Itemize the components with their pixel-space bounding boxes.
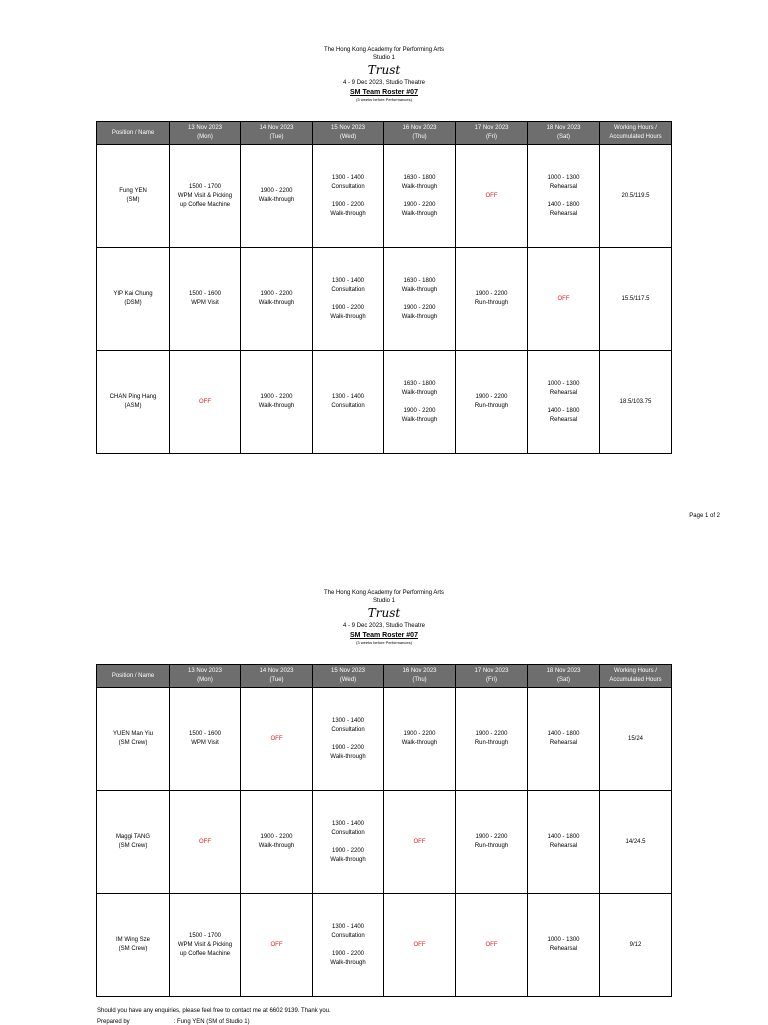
hours-cell [600,351,672,454]
schedule-cell [241,248,313,351]
staff-position: (SM Crew) [118,740,148,746]
column-header-line: Working Hours / [614,668,657,674]
dates-venue: 4 - 9 Dec 2023, Studio Theatre [343,80,425,86]
column-header-line: (Thu) [412,677,427,683]
table-row [97,894,672,997]
activity-label: Run-through [474,300,509,306]
activity-label: Consultation [331,726,365,733]
time-slot: 1300 - 1400 [331,394,365,400]
column-header-line: 15 Nov 2023 [330,668,366,674]
column-header [528,122,600,145]
column-header [241,122,313,145]
table-header-row [97,122,672,145]
roster-note: (3 weeks before Performances) [356,640,412,645]
schedule-cell [456,248,528,351]
column-header-line: 13 Nov 2023 [187,668,223,674]
schedule-cell [170,894,241,997]
staff-cell [97,894,170,997]
time-slot: 1000 - 1300 [547,937,580,943]
working-hours: 15.5/117.5 [621,295,650,302]
column-header [97,665,170,688]
time-slot: 1900 - 2200 [331,950,365,957]
column-header [170,665,241,688]
column-header-line: (Wed) [339,134,357,140]
schedule-cell-off [456,894,528,997]
footer-enquiry: Should you have any enquiries, please feel free to contact me at 6602 9139. Thank you. [97,1008,331,1014]
column-header-line: (Sat) [556,677,570,683]
activity-label: Rehearsal [549,740,578,746]
activity-label: WPM Visit [191,300,219,306]
activity-label: WPM Visit & Picking [177,941,233,948]
table-row [97,688,672,791]
institution-name: The Hong Kong Academy for Performing Arts [323,47,445,53]
studio-name: Studio 1 [372,598,396,604]
schedule-cell-off [456,145,528,248]
schedule-cell-off [170,351,241,454]
time-slot: 1400 - 1800 [547,407,580,414]
schedule-cell [313,894,384,997]
time-slot: 1500 - 1700 [188,183,222,190]
time-slot: 1400 - 1800 [547,834,580,840]
roster-table [96,664,672,997]
column-header-line: (Mon) [197,134,213,140]
column-header-line: 18 Nov 2023 [546,125,581,131]
staff-position: (SM Crew) [118,843,148,849]
activity-label: Run-through [474,403,509,409]
working-hours: 18.5/103.75 [619,398,652,405]
column-header-line: (Fri) [486,677,497,683]
staff-name: Maggi TANG [115,834,151,840]
off-label: OFF [270,941,283,948]
prepared-by-label: Prepared by [97,1019,130,1025]
schedule-cell [384,145,456,248]
schedule-cell [313,791,384,894]
time-slot: 1630 - 1800 [403,380,436,387]
activity-label: Rehearsal [549,210,578,217]
time-slot: 1900 - 2200 [331,201,365,208]
time-slot: 1900 - 2200 [403,407,436,414]
working-hours: 15/24 [627,735,643,742]
column-header-line: 15 Nov 2023 [330,125,366,131]
column-header [456,122,528,145]
activity-label: Consultation [331,286,365,293]
page-number: Page 1 of 2 [689,513,720,519]
column-header-line: Position / Name [111,672,155,679]
column-header [313,122,384,145]
time-slot: 1300 - 1400 [331,820,365,827]
column-header [170,122,241,145]
show-title: Trust [367,606,401,620]
time-slot: 1900 - 2200 [475,731,508,737]
schedule-cell [241,145,313,248]
activity-label: Rehearsal [549,389,578,396]
staff-position: (SM) [126,197,140,203]
column-header-line: 13 Nov 2023 [187,125,223,131]
time-slot: 1000 - 1300 [547,380,580,387]
schedule-cell [241,791,313,894]
column-header-line: Position / Name [111,129,155,136]
table-row [97,791,672,894]
staff-cell [97,248,170,351]
off-label: OFF [270,735,283,742]
schedule-cell-off [384,791,456,894]
schedule-cell [456,351,528,454]
activity-label: Walk-through [330,210,366,217]
column-header-line: 14 Nov 2023 [259,668,294,674]
activity-label: Rehearsal [549,843,578,849]
schedule-cell-off [384,894,456,997]
schedule-cell [384,351,456,454]
footer-prepared-by [97,1019,250,1025]
activity-label: Consultation [331,932,365,939]
working-hours: 14/24.5 [625,838,646,845]
time-slot: 1900 - 2200 [403,201,436,208]
activity-label: Walk-through [258,300,295,306]
document-header [0,590,768,645]
activity-label: Run-through [474,843,509,849]
off-label: OFF [413,941,426,948]
activity-label: Rehearsal [549,946,578,952]
staff-cell [97,351,170,454]
activity-label: Walk-through [401,313,438,320]
document-header [0,47,768,102]
column-header-line: Accumulated Hours [609,677,662,683]
hours-cell [600,145,672,248]
staff-cell [97,145,170,248]
activity-label: Walk-through [401,389,438,396]
staff-position: (DSM) [124,300,142,306]
roster-page-2 [0,543,768,966]
schedule-cell [170,145,241,248]
roster-table [96,121,672,454]
working-hours: 9/12 [629,941,642,948]
activity-label: Walk-through [258,403,295,409]
staff-position: (ASM) [124,403,142,409]
activity-label: Rehearsal [549,183,578,190]
activity-label: Walk-through [401,286,438,293]
time-slot: 1500 - 1700 [188,932,222,939]
activity-label: Walk-through [330,753,366,760]
time-slot: 1900 - 2200 [331,304,365,311]
time-slot: 1300 - 1400 [331,717,365,724]
hours-cell [600,248,672,351]
column-header-line: (Tue) [269,134,284,140]
column-header [97,122,170,145]
column-header-line: (Mon) [197,677,213,683]
time-slot: 1900 - 2200 [331,847,365,854]
staff-name: CHAN Ping Hang [109,394,157,400]
column-header-line: 18 Nov 2023 [546,668,581,674]
schedule-cell [528,791,600,894]
activity-label: Walk-through [401,740,438,746]
schedule-cell [241,351,313,454]
time-slot: 1900 - 2200 [403,731,436,737]
time-slot: 1900 - 2200 [260,394,293,400]
hours-cell [600,894,672,997]
column-header-line: 17 Nov 2023 [474,125,509,131]
staff-name: IM Wing Sze [115,937,150,943]
show-title: Trust [367,63,401,77]
column-header [528,665,600,688]
studio-name: Studio 1 [372,55,396,61]
time-slot: 1300 - 1400 [331,277,365,284]
schedule-cell [528,145,600,248]
activity-label: Walk-through [401,210,438,217]
table-row [97,351,672,454]
time-slot: 1630 - 1800 [403,174,436,181]
time-slot: 1900 - 2200 [475,834,508,840]
staff-cell [97,791,170,894]
institution-name: The Hong Kong Academy for Performing Arts [323,590,445,596]
hours-cell [600,791,672,894]
column-header-line: 16 Nov 2023 [402,668,437,674]
activity-label: Walk-through [258,843,295,849]
schedule-cell [456,791,528,894]
off-label: OFF [485,192,498,199]
table-row [97,248,672,351]
time-slot: 1900 - 2200 [260,291,293,297]
off-label: OFF [557,295,570,302]
activity-label: Consultation [331,183,365,190]
schedule-cell [313,145,384,248]
activity-label: Walk-through [401,183,438,190]
column-header [384,665,456,688]
staff-cell [97,688,170,791]
schedule-cell [528,894,600,997]
activity-label: WPM Visit & Picking [177,192,233,199]
time-slot: 1400 - 1800 [547,201,580,208]
schedule-cell [528,351,600,454]
column-header-line: 17 Nov 2023 [474,668,509,674]
time-slot: 1300 - 1400 [331,174,365,181]
column-header [384,122,456,145]
time-slot: 1900 - 2200 [260,834,293,840]
schedule-cell [384,688,456,791]
roster-title: SM Team Roster #07 [350,89,418,96]
time-slot: 1900 - 2200 [331,744,365,751]
schedule-cell [313,351,384,454]
activity-label: Consultation [331,403,365,409]
time-slot: 1630 - 1800 [403,277,436,284]
table-row [97,145,672,248]
column-header [456,665,528,688]
activity-label: Walk-through [330,959,366,966]
column-header-line: (Wed) [339,677,357,683]
column-header-line: Working Hours / [614,125,657,131]
activity-label: WPM Visit [191,740,219,746]
column-header-line: Accumulated Hours [609,134,662,140]
time-slot: 1900 - 2200 [475,394,508,400]
time-slot: 1500 - 1600 [188,731,222,737]
column-header [600,122,672,145]
time-slot: 1900 - 2200 [403,304,436,311]
roster-note: (3 weeks before Performances) [356,97,412,102]
column-header-line: (Thu) [412,134,427,140]
activity-label: up Coffee Machine [179,201,231,208]
column-header-line: (Tue) [269,677,284,683]
column-header [241,665,313,688]
staff-name: YIP Kai Chung [113,291,153,297]
prepared-by-value: : Fung YEN (SM of Studio 1) [173,1019,250,1025]
schedule-cell [313,248,384,351]
off-label: OFF [199,838,211,845]
roster-title: SM Team Roster #07 [350,632,418,639]
column-header-line: 14 Nov 2023 [259,125,294,131]
column-header [600,665,672,688]
table-header-row [97,665,672,688]
staff-name: Fung YEN [119,188,147,194]
time-slot: 1500 - 1600 [188,291,222,297]
schedule-cell [528,688,600,791]
hours-cell [600,688,672,791]
dates-venue: 4 - 9 Dec 2023, Studio Theatre [343,623,425,629]
off-label: OFF [199,398,211,405]
schedule-cell-off [241,894,313,997]
column-header-line: (Sat) [556,134,570,140]
time-slot: 1000 - 1300 [547,174,580,181]
schedule-cell [384,248,456,351]
schedule-cell [456,688,528,791]
time-slot: 1300 - 1400 [331,923,365,930]
schedule-cell-off [528,248,600,351]
schedule-cell-off [241,688,313,791]
activity-label: Run-through [474,740,509,746]
off-label: OFF [413,838,426,845]
schedule-cell [313,688,384,791]
schedule-cell [170,688,241,791]
time-slot: 1900 - 2200 [475,291,508,297]
staff-name: YUEN Man Yiu [112,731,154,737]
working-hours: 20.5/119.5 [621,192,650,199]
activity-label: Walk-through [258,197,295,203]
column-header-line: 16 Nov 2023 [402,125,437,131]
activity-label: Walk-through [330,856,366,863]
schedule-cell-off [170,791,241,894]
activity-label: up Coffee Machine [179,950,231,957]
time-slot: 1400 - 1800 [547,731,580,737]
activity-label: Rehearsal [549,416,578,423]
activity-label: Consultation [331,829,365,836]
activity-label: Walk-through [401,416,438,423]
activity-label: Walk-through [330,313,366,320]
column-header [313,665,384,688]
column-header-line: (Fri) [486,134,497,140]
off-label: OFF [485,941,498,948]
time-slot: 1900 - 2200 [260,188,293,194]
schedule-cell [170,248,241,351]
staff-position: (SM Crew) [118,946,148,952]
